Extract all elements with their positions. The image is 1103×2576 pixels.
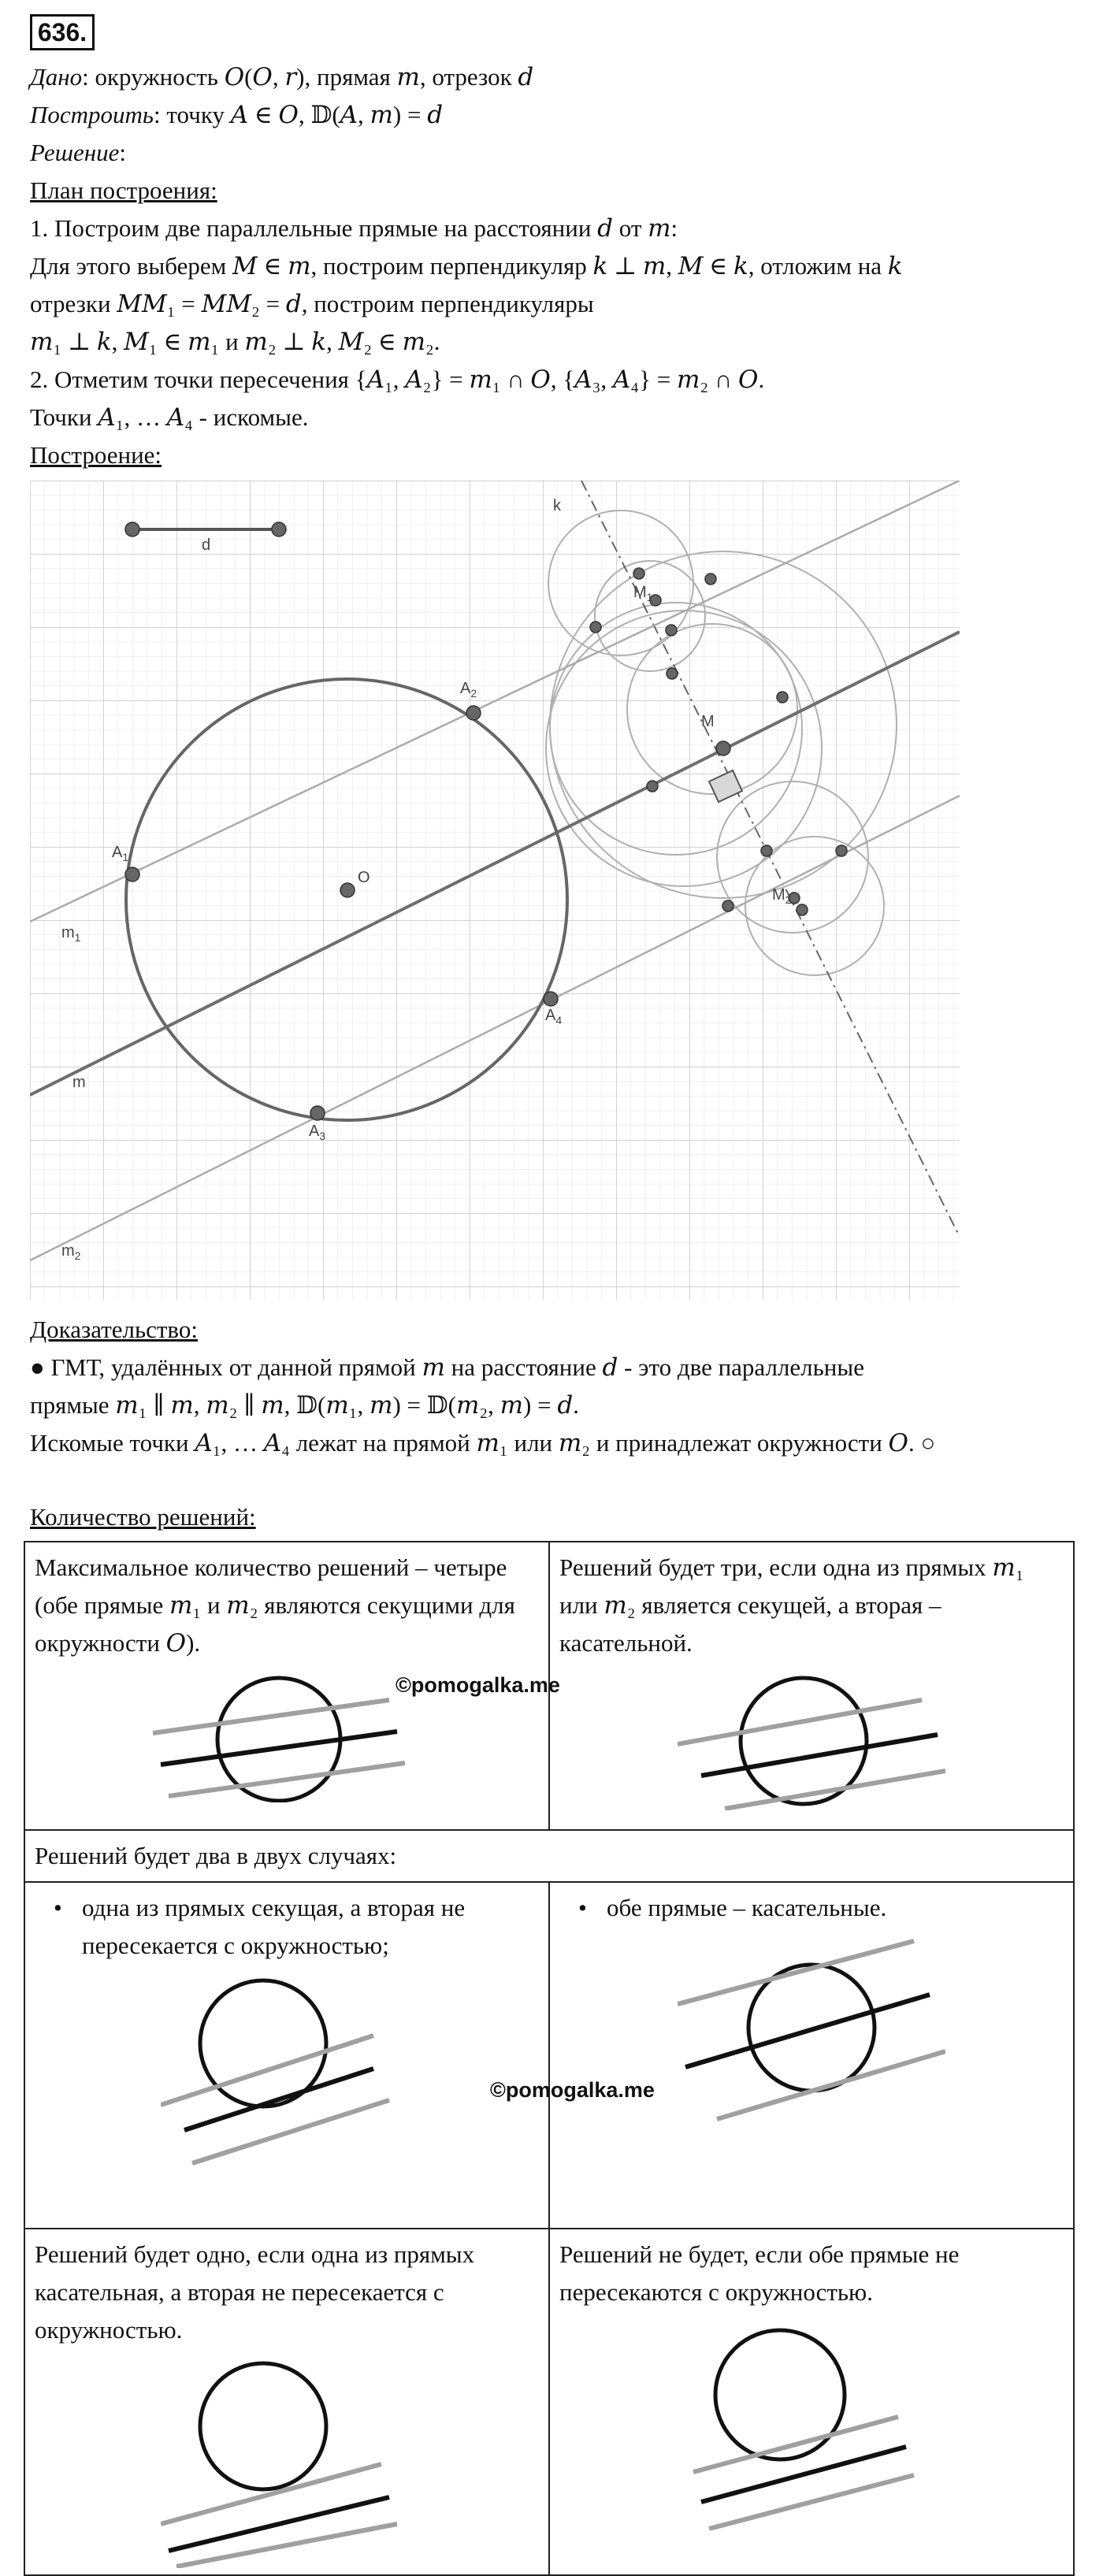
label-A2-base: A xyxy=(460,680,471,697)
fig-line-m2 xyxy=(176,2524,397,2567)
fig-circle xyxy=(741,1678,867,1804)
fig-line-m1 xyxy=(153,1700,389,1733)
fig-line-m xyxy=(161,1732,397,1765)
solution-line xyxy=(30,137,126,169)
point-aux-10 xyxy=(722,900,733,911)
label-M2-base: M xyxy=(772,886,785,904)
label-M1-base: M xyxy=(633,584,647,601)
point-M1 xyxy=(633,568,644,579)
watermark-2: ©pomogalka.me xyxy=(490,2078,655,2102)
point-A1 xyxy=(125,867,139,882)
point-d-start xyxy=(125,522,139,536)
fig-circle xyxy=(200,2363,326,2489)
label-d: d xyxy=(202,536,211,554)
point-O xyxy=(340,883,355,897)
point-aux-7 xyxy=(647,781,658,792)
label-A1-sub: 1 xyxy=(122,851,129,863)
point-A3 xyxy=(310,1106,325,1120)
label-A4-sub: 4 xyxy=(555,1014,563,1026)
label-A2-sub: 2 xyxy=(470,687,477,700)
fig-circle xyxy=(715,2330,845,2459)
plan-line-4: 𝑚₁ ⊥ 𝑘, 𝑀₁ ∈ 𝑚₁ и 𝑚₂ ⊥ 𝑘, 𝑀₂ ∈ 𝑚₂. xyxy=(30,328,440,355)
label-m1-base: m xyxy=(61,924,75,941)
proof-line-3: Искомые точки 𝐴₁, … 𝐴₄ лежат на прямой 𝑚₁ или 𝑚₂ и принадлежат окружности 𝑂. ○ xyxy=(30,1429,936,1457)
label-M1-sub: 1 xyxy=(646,591,653,603)
given-line xyxy=(30,61,533,93)
problem-number: 636. xyxy=(30,14,95,50)
given-text: : окружность 𝑂(𝑂, 𝑟), прямая 𝑚, отрезок 𝑑 xyxy=(82,63,534,91)
fig-line-m2 xyxy=(709,2475,914,2529)
fig-line-m1 xyxy=(678,1941,914,2004)
point-aux-1 xyxy=(590,622,601,633)
grid xyxy=(30,481,960,1300)
case-two-b-text: • обе прямые – касательные. xyxy=(559,1889,1064,1927)
construct-text: : точку 𝐴 ∈ 𝑂, 𝔻(𝐴, 𝑚) = 𝑑 xyxy=(154,101,444,128)
case-one-text: Решений будет одно, если одна из прямых касательная, а вторая не пересекается с окружностью. xyxy=(35,2240,475,2344)
point-M xyxy=(716,741,730,755)
case-three-figure xyxy=(678,1668,945,1810)
plan-line-2: Для этого выберем 𝑀 ∈ 𝑚, построим перпендикуляр 𝑘 ⊥ 𝑚, 𝑀 ∈ 𝑘, отложим на 𝑘 xyxy=(30,252,903,280)
case-two-a-text: • одна из прямых секущая, а вторая не пересекается с окружностью; xyxy=(35,1889,539,1965)
table-row xyxy=(24,2229,1074,2575)
fig-line-m xyxy=(184,2069,373,2130)
plan-heading: План построения: xyxy=(30,176,217,204)
case-one xyxy=(24,2229,549,2575)
case-none-text: Решений не будет, если обе прямые не пересекаются с окружностью. xyxy=(559,2240,960,2306)
case-two-header: Решений будет два в двух случаях: xyxy=(24,1830,1074,1882)
point-aux-9 xyxy=(836,845,847,856)
construction-figure xyxy=(30,481,967,1308)
case-two-a xyxy=(24,1882,549,2229)
proof-heading: Доказательство: xyxy=(30,1316,198,1343)
table-row xyxy=(24,1830,1074,1882)
plan-line-1: 1. Построим две параллельные прямые на расстоянии 𝑑 от 𝑚: xyxy=(30,214,678,242)
case-none-figure xyxy=(685,2318,938,2530)
point-A4 xyxy=(544,992,558,1006)
case-three xyxy=(549,1542,1074,1830)
point-aux-5 xyxy=(667,668,678,679)
fig-line-m2 xyxy=(717,2051,945,2119)
label-A3-base: A xyxy=(309,1123,320,1140)
fig-line-m xyxy=(169,2497,389,2551)
solutions-heading: Количество решений: xyxy=(30,1503,256,1531)
fig-line-m1 xyxy=(161,2464,381,2524)
case-one-figure xyxy=(161,2355,413,2568)
case-four-figure xyxy=(153,1668,421,1802)
label-A3-sub: 3 xyxy=(319,1130,326,1142)
plan-line-6: Точки 𝐴₁, … 𝐴₄ - искомые. xyxy=(30,403,309,431)
label-m2-base: m xyxy=(61,1242,75,1260)
point-aux-2 xyxy=(705,573,716,585)
label-m2-sub: 2 xyxy=(74,1249,81,1262)
label-k: k xyxy=(553,497,561,514)
table-row xyxy=(24,1882,1074,2229)
fig-line-m xyxy=(701,1735,938,1776)
label-A4-base: A xyxy=(545,1007,556,1024)
point-aux-6 xyxy=(777,692,788,703)
solution-label: Решение xyxy=(30,139,120,166)
construction-heading: Построение: xyxy=(30,441,162,469)
fig-line-m1 xyxy=(161,2036,373,2105)
case-two-b-figure xyxy=(678,1933,945,2122)
point-aux-8 xyxy=(761,845,772,856)
case-three-text: Решений будет три, если одна из прямых 𝑚₁ или 𝑚₂ является секущей, а вторая – касательной. xyxy=(559,1553,1024,1657)
case-two-a-figure xyxy=(161,1971,413,2168)
construct-label: Построить xyxy=(30,101,154,128)
construct-line xyxy=(30,99,443,131)
fig-line-m2 xyxy=(725,1771,945,1809)
label-O: O xyxy=(358,869,370,886)
point-A2 xyxy=(466,706,481,720)
proof-line-1: ● ГМТ, удалённых от данной прямой 𝑚 на расстояние 𝑑 - это две параллельные xyxy=(30,1353,864,1381)
point-aux-4 xyxy=(666,625,677,636)
label-M2-sub: 2 xyxy=(785,893,792,906)
label-A1-base: A xyxy=(112,844,123,861)
solution-colon: : xyxy=(119,139,126,166)
plan-line-3: отрезки 𝑀𝑀₁ = 𝑀𝑀₂ = 𝑑, построим перпендикуляры xyxy=(30,290,594,317)
point-d-end xyxy=(272,522,286,536)
label-m: m xyxy=(72,1074,86,1091)
fig-line-m2 xyxy=(169,1763,405,1796)
fig-line-m1 xyxy=(678,1700,922,1744)
label-m1-sub: 1 xyxy=(74,931,81,944)
plan-line-5: 2. Отметим точки пересечения {𝐴₁, 𝐴₂} = 𝑚₁ ∩ 𝑂, {𝐴₃, 𝐴₄} = 𝑚₂ ∩ 𝑂. xyxy=(30,366,765,393)
proof-line-2: прямые 𝑚₁ ∥ 𝑚, 𝑚₂ ∥ 𝑚, 𝔻(𝑚₁, 𝑚) = 𝔻(𝑚₂, 𝑚) = 𝑑. xyxy=(30,1391,579,1419)
point-aux-11 xyxy=(797,904,808,915)
case-four-text: Максимальное количество решений – четыре (обе прямые 𝑚₁ и 𝑚₂ являются секущими для окружности 𝑂). xyxy=(35,1553,515,1657)
fig-line-m2 xyxy=(192,2100,389,2163)
case-two-b xyxy=(549,1882,1074,2229)
label-M: M xyxy=(701,713,715,730)
fig-line-m xyxy=(685,1995,930,2067)
given-label: Дано xyxy=(30,63,83,91)
watermark-1: ©pomogalka.me xyxy=(396,1673,560,1697)
case-none xyxy=(549,2229,1074,2575)
